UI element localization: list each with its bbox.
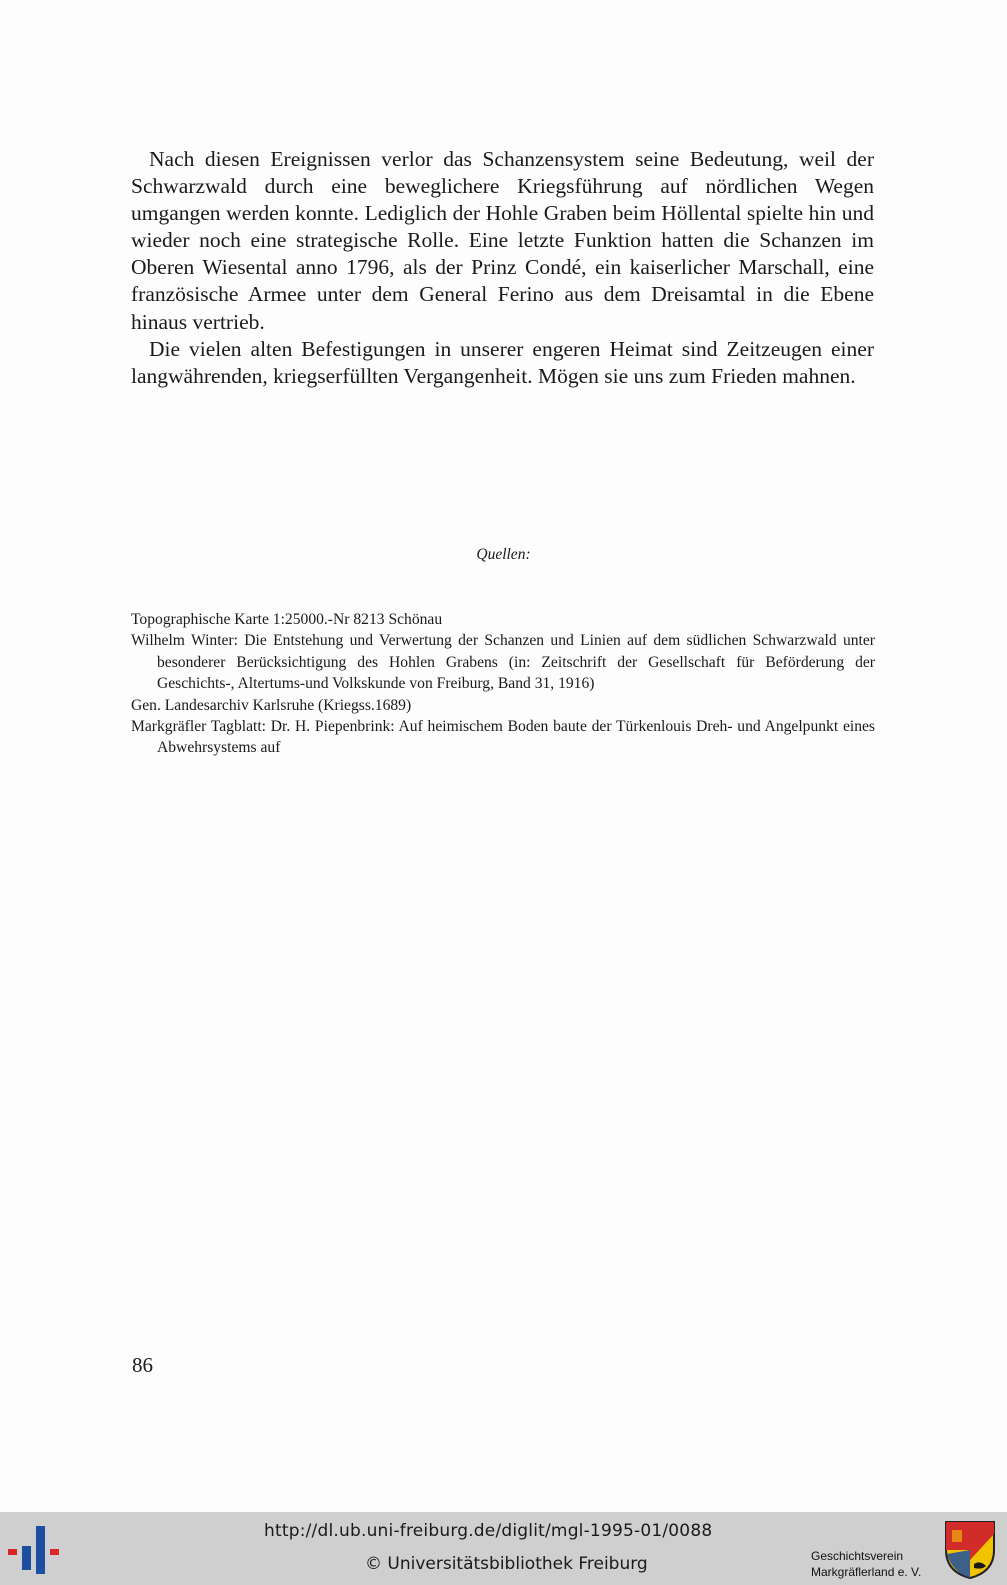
markgraeflerland-crest-icon[interactable] [944,1520,996,1580]
source-item: Gen. Landesarchiv Karlsruhe (Kriegss.1689) [131,696,412,714]
paragraph-2: Die vielen alten Befestigungen in unserer engeren Heimat sind Zeitzeugen einer langwährenden, kriegserfüllten Vergangenheit. Mögen sie uns zum Frieden mahnen. [131,336,874,388]
society-name [811,1548,921,1580]
ub-freiburg-logo-icon[interactable] [8,1520,64,1578]
footer-bar [0,1512,1007,1585]
sources-heading: Quellen: [476,546,531,563]
paragraph-1: Nach diesen Ereignissen verlor das Schanzensystem seine Bedeutung, weil der Schwarzwald durch eine beweglichere Kriegsführung auf nördlichen Wegen umgangen werden konnte. Lediglich der Hohle Graben beim Höllental spielte hin und wieder noch eine strategische Rolle. Eine letzte Funktion hatten die Schanzen im Oberen Wiesental anno 1796, als der Prinz Condé, ein kaiserlicher Marschall, eine französische Armee unter dem General Ferino aus dem Dreisamtal in die Ebene hinaus vertrieb. [131,147,874,334]
source-item: Markgräfler Tagblatt: Dr. H. Piepenbrink: Auf heimischem Boden baute der Türkenlouis Dreh- und Angelpunkt eines Abwehrsystems auf [131,718,875,757]
body-text [131,146,874,390]
source-item: Wilhelm Winter: Die Entstehung und Verwertung der Schanzen und Linien auf dem südlichen Schwarzwald unter besonderer Berücksichtigung des Hohlen Grabens (in: Zeitschrift der Gesellschaft für Beförderung der Geschichts-, Altertums-und Volkskunde von Freiburg, Band 31, 1916) [131,632,875,693]
source-item: Topographische Karte 1:25000.-Nr 8213 Schönau [131,611,443,628]
society-line-1: Geschichtsverein [811,1549,904,1563]
copyright-text: © Universitätsbibliothek Freiburg [365,1554,648,1574]
sources-list [131,609,875,759]
society-line-2: Markgräflerland e. V. [811,1565,922,1579]
page-number: 86 [132,1353,153,1377]
permalink-url[interactable]: http://dl.ub.uni-freiburg.de/diglit/mgl-1995-01/0088 [264,1521,713,1541]
